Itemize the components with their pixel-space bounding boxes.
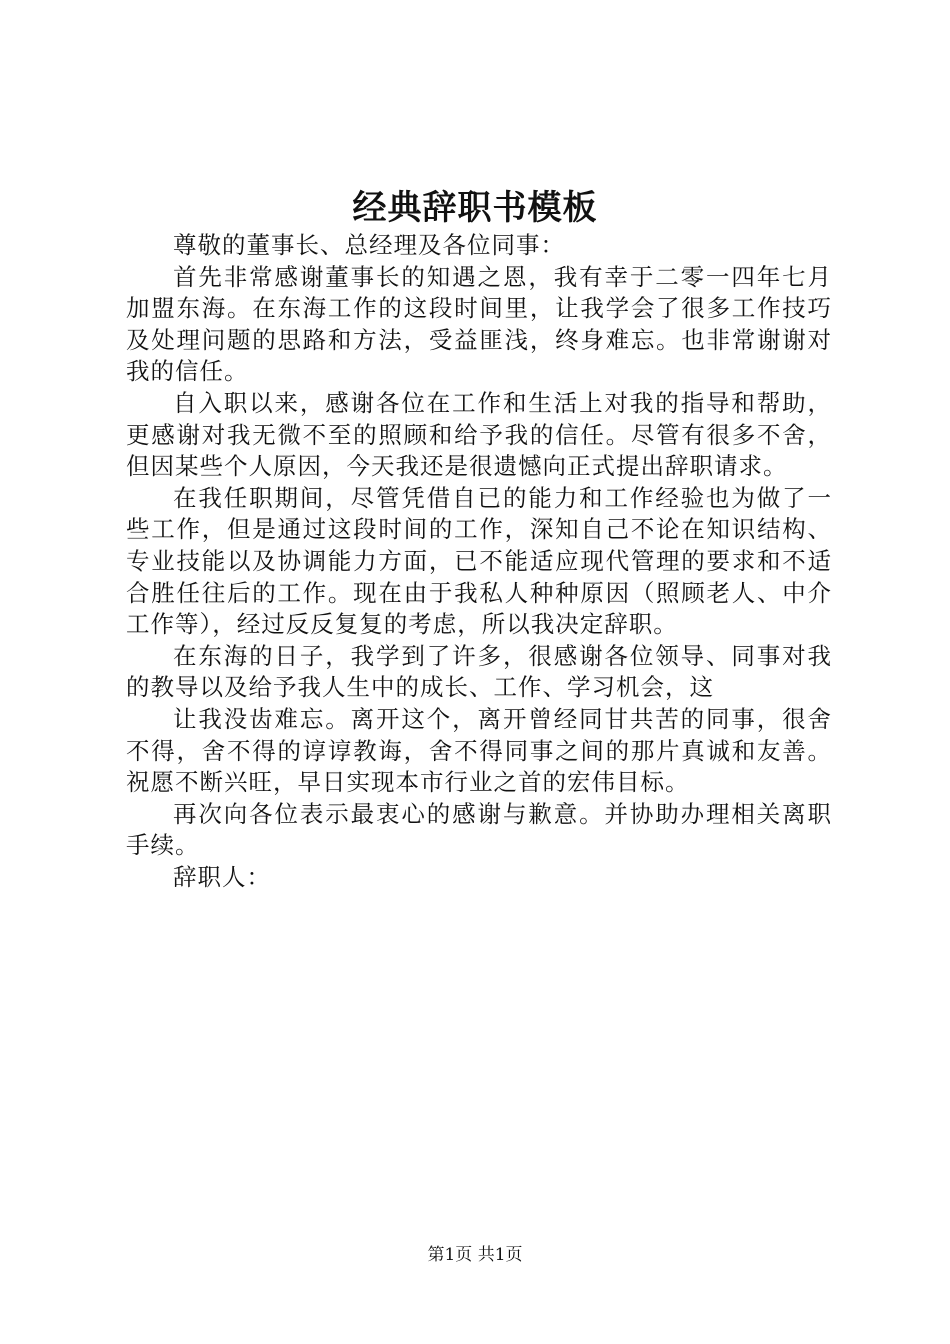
salutation: 尊敬的董事长、总经理及各位同事：: [173, 231, 565, 259]
paragraph-3: 在我任职期间，尽管凭借自已的能力和工作经验也为做了一些工作，但是通过这段时间的工作，深知自己不论在知识结构、专业技能以及协调能力方面，已不能适应现代管理的要求和不适合胜任往后的工作。现在由于我私人种种原因（照顾老人、中介工作等），经过反反复复的考虑，所以我决定辞职。: [126, 483, 832, 639]
paragraph-2: 自入职以来，感谢各位在工作和生活上对我的指导和帮助，更感谢对我无微不至的照顾和给予我的信任。尽管有很多不舍，但因某些个人原因，今天我还是很遗憾向正式提出辞职请求。: [126, 388, 832, 481]
paragraph-5: 让我没齿难忘。离开这个，离开曾经同甘共苦的同事，很舍不得，舍不得的谆谆教诲，舍不得同事之间的那片真诚和友善。祝愿不断兴旺，早日实现本市行业之首的宏伟目标。: [126, 704, 832, 797]
paragraph-4: 在东海的日子，我学到了许多，很感谢各位领导、同事对我的教导以及给予我人生中的成长、工作、学习机会，这: [126, 641, 832, 702]
document-title: 经典辞职书模板: [352, 188, 598, 228]
document-body: [126, 230, 832, 893]
signature-line: 辞职人：: [173, 862, 271, 891]
paragraph-6: 再次向各位表示最衷心的感谢与歉意。并协助办理相关离职手续。: [126, 799, 832, 860]
page-footer: 第1页 共1页: [427, 1245, 523, 1265]
paragraph-1: 首先非常感谢董事长的知遇之恩，我有幸于二零一四年七月加盟东海。在东海工作的这段时间里，让我学会了很多工作技巧及处理问题的思路和方法，受益匪浅，终身难忘。也非常谢谢对我的信任。: [126, 262, 832, 386]
